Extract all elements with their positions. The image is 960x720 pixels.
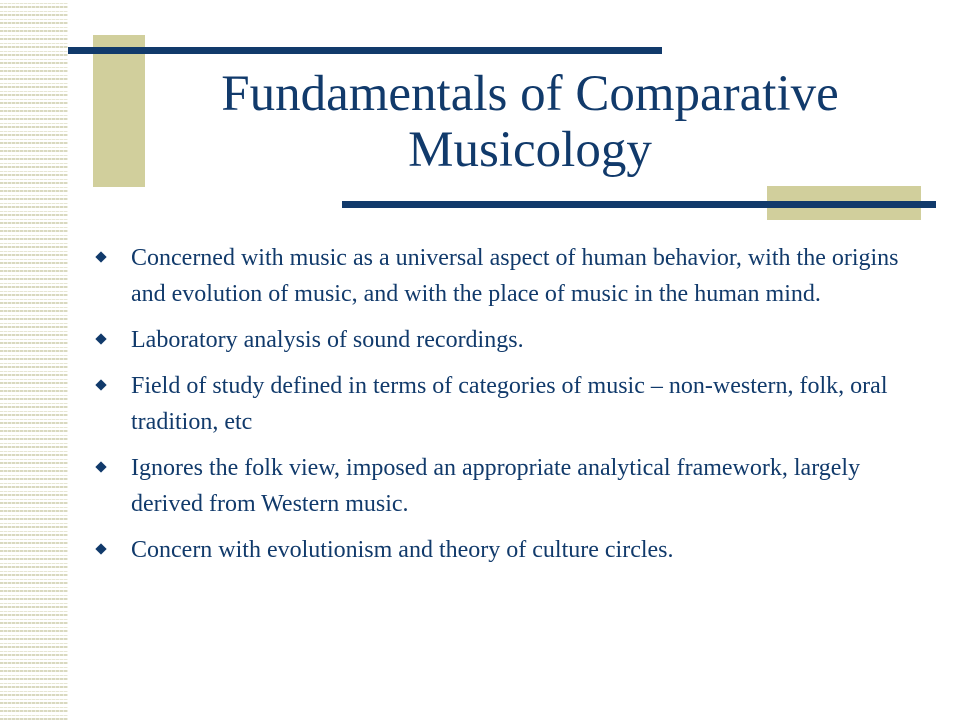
decorative-tan-block-top <box>93 35 145 187</box>
bullet-item <box>96 322 916 358</box>
bullet-item <box>96 532 916 568</box>
diamond-bullet-icon <box>95 461 106 472</box>
diamond-bullet-icon <box>95 379 106 390</box>
bullet-item <box>96 450 916 522</box>
bullet-text: Concern with evolutionism and theory of culture circles. <box>131 537 674 563</box>
slide-title <box>160 66 900 178</box>
slide-title-line-1: Fundamentals of Comparative <box>221 66 839 122</box>
decorative-striped-strip <box>0 0 68 720</box>
bullet-text: Field of study defined in terms of categories of music – non-western, folk, oral tradition, etc <box>131 373 888 435</box>
bullet-list <box>96 240 916 578</box>
diamond-bullet-icon <box>95 543 106 554</box>
diamond-bullet-icon <box>95 251 106 262</box>
bullet-item <box>96 240 916 312</box>
slide-title-line-2: Musicology <box>408 122 652 178</box>
decorative-bar-bottom <box>342 201 936 208</box>
bullet-text: Concerned with music as a universal aspect of human behavior, with the origins and evolution of music, and with the place of music in the human mind. <box>131 245 899 307</box>
bullet-text: Laboratory analysis of sound recordings. <box>131 327 524 353</box>
bullet-text: Ignores the folk view, imposed an appropriate analytical framework, largely derived from Western music. <box>131 455 861 517</box>
decorative-bar-top <box>68 47 662 54</box>
bullet-item <box>96 368 916 440</box>
diamond-bullet-icon <box>95 333 106 344</box>
